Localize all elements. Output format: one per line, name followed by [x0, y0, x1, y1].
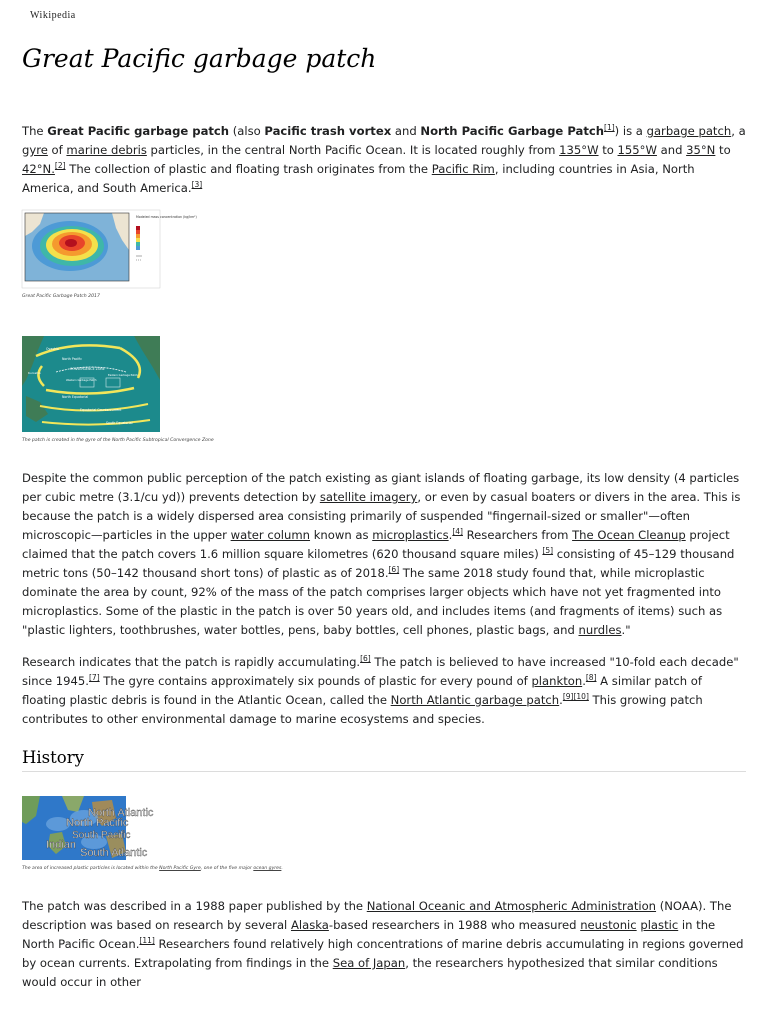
citation-link[interactable]: [10] [573, 692, 589, 702]
figure-caption: Great Pacific Garbage Patch 2017 [22, 294, 100, 299]
link-35n[interactable]: 35°N [686, 143, 716, 157]
bold-term: North Pacific Garbage Patch [420, 124, 605, 138]
citation-link[interactable]: [6] [360, 654, 371, 664]
ocean-gyres-map[interactable] [22, 796, 182, 860]
garbage-patch-density-map[interactable] [22, 210, 197, 288]
citation-link[interactable]: [4] [452, 527, 463, 537]
label-north-equatorial: North Equatorial [62, 395, 89, 399]
link-42n[interactable]: 42°N. [22, 162, 55, 176]
link-gyre[interactable]: gyre [22, 143, 48, 157]
link-nurdles[interactable]: nurdles [578, 623, 622, 637]
label-kuroshio: Kuroshio [28, 371, 41, 375]
bold-term: Pacific trash vortex [264, 124, 392, 138]
bold-term: Great Pacific garbage patch [47, 124, 230, 138]
link-ocean-gyres[interactable]: ocean gyres [253, 866, 282, 871]
label-eastern-patch: Eastern Garbage Patch [108, 374, 138, 377]
label-western-patch: Western Garbage Patch [66, 379, 97, 382]
citation-link[interactable]: [1] [604, 123, 615, 133]
citation-link[interactable]: [7] [89, 673, 100, 683]
link-ocean-cleanup[interactable]: The Ocean Cleanup [572, 528, 686, 542]
link-pacific-rim[interactable]: Pacific Rim [431, 162, 495, 176]
link-water-column[interactable]: water column [230, 528, 311, 542]
citation-link[interactable]: [9] [562, 692, 574, 702]
label-equatorial-countercurrent: Equatorial Countercurrent [80, 408, 122, 412]
label-south-pacific: South Pacific [72, 830, 131, 841]
link-north-atlantic-garbage-patch[interactable]: North Atlantic garbage patch [390, 693, 560, 707]
map-legend-title: Modeled mass concentration (kg/km²) [136, 215, 197, 219]
label-north-atlantic: North Atlantic [88, 807, 154, 819]
link-plastic[interactable]: plastic [640, 918, 679, 932]
label-north-pacific: North Pacific [62, 357, 83, 361]
site-logo[interactable]: Wikipedia [30, 10, 76, 21]
north-pacific-currents-diagram[interactable] [22, 336, 160, 432]
citation-link[interactable]: [8] [585, 673, 597, 683]
label-oyashio: Oyashio [46, 347, 59, 351]
figure-caption: The area of increased plastic particles is located within the North Pacific Gyre, one of the five major ocean gyres. [22, 866, 283, 871]
label-convergence-zone: CONVERGENCE ZONE [70, 367, 105, 371]
citation-link[interactable]: [11] [139, 936, 155, 946]
link-marine-debris[interactable]: marine debris [66, 143, 147, 157]
label-south-equatorial: South Equatorial [106, 421, 133, 425]
link-satellite-imagery[interactable]: satellite imagery [319, 490, 418, 504]
link-noaa[interactable]: National Oceanic and Atmospheric Administration [366, 899, 657, 913]
citation-link[interactable]: [5] [542, 546, 554, 556]
body-paragraph: Despite the common public perception of the patch existing as giant islands of floating garbage, its low density (4 particles per cubic metre (3.1/cu yd)) prevents detection by satellite imagery, or even by casual boaters or divers in the area. This is because the patch is a widely dispersed area consisting primarily of suspended "fingernail-sized or smaller"—often microscopic—particles in the upper water column known as microplastics.[4] Researchers from The Ocean Cleanup project claimed that the patch covers 1.6 million square kilometres (620 thousand square miles) [5] consisting of 45–129 thousand metric tons (50–142 thousand short tons) of plastic as of 2018.[6] The same 2018 study found that, while microplastic dominate the area by count, 92% of the mass of the patch comprises larger objects which have not yet fragmented into microplastics. Some of the plastic in the patch is over 50 years old, and includes items (and fragments of items) such as "plastic lighters, toothbrushes, water bottles, pens, baby bottles, cell phones, plastic bags, and nurdles." [22, 471, 741, 637]
body-paragraph: The patch was described in a 1988 paper published by the National Oceanic and Atmospheric Administration (NOAA). The description was based on research by several Alaska-based researchers in 1988 who measured neustonic plastic in the North Pacific Ocean.[11] Researchers found relatively high concentrations of marine debris accumulating in regions governed by ocean currents. Extrapolating from findings in the Sea of Japan, the researchers hypothesized that similar conditions would occur in other [22, 899, 744, 989]
label-indian: Indian [46, 839, 76, 851]
body-paragraph: Research indicates that the patch is rapidly accumulating.[6] The patch is believed to have increased "10-fold each decade" since 1945.[7] The gyre contains approximately six pounds of plastic for every pound of plankton.[8] A similar patch of floating plastic debris is found in the Atlantic Ocean, called the North Atlantic garbage patch.[9][10] This growing patch contributes to other environmental damage to marine ecosystems and species. [22, 654, 739, 726]
section-heading-history: History [22, 748, 746, 772]
link-alaska[interactable]: Alaska [290, 918, 329, 932]
label-south-atlantic: South Atlantic [80, 847, 148, 859]
link-garbage-patch[interactable]: garbage patch [646, 124, 732, 138]
citation-link[interactable]: [3] [191, 180, 203, 190]
figure-caption: The patch is created in the gyre of the North Pacific Subtropical Convergence Zone [22, 438, 214, 443]
label-north-pacific: North Pacific [66, 817, 129, 829]
link-neustonic[interactable]: neustonic [580, 918, 637, 932]
link-sea-of-japan[interactable]: Sea of Japan [332, 956, 406, 970]
citation-link[interactable]: [2] [54, 161, 66, 171]
link-155w[interactable]: 155°W [617, 143, 657, 157]
citation-link[interactable]: [6] [388, 565, 400, 575]
intro-paragraph: The Great Pacific garbage patch (also Pacific trash vortex and North Pacific Garbage Patch[1]) is a garbage patch, a gyre of marine debris particles, in the central North Pacific Ocean. It is located roughly from 135°W to 155°W and 35°N to 42°N.[2] The collection of plastic and floating trash originates from the Pacific Rim, including countries in Asia, North America, and South America.[3] [22, 123, 746, 195]
link-north-pacific-gyre[interactable]: North Pacific Gyre [159, 866, 201, 871]
link-135w[interactable]: 135°W [559, 143, 599, 157]
page-title: Great Pacific garbage patch [22, 44, 377, 73]
link-plankton[interactable]: plankton [531, 674, 583, 688]
link-microplastics[interactable]: microplastics [372, 528, 449, 542]
